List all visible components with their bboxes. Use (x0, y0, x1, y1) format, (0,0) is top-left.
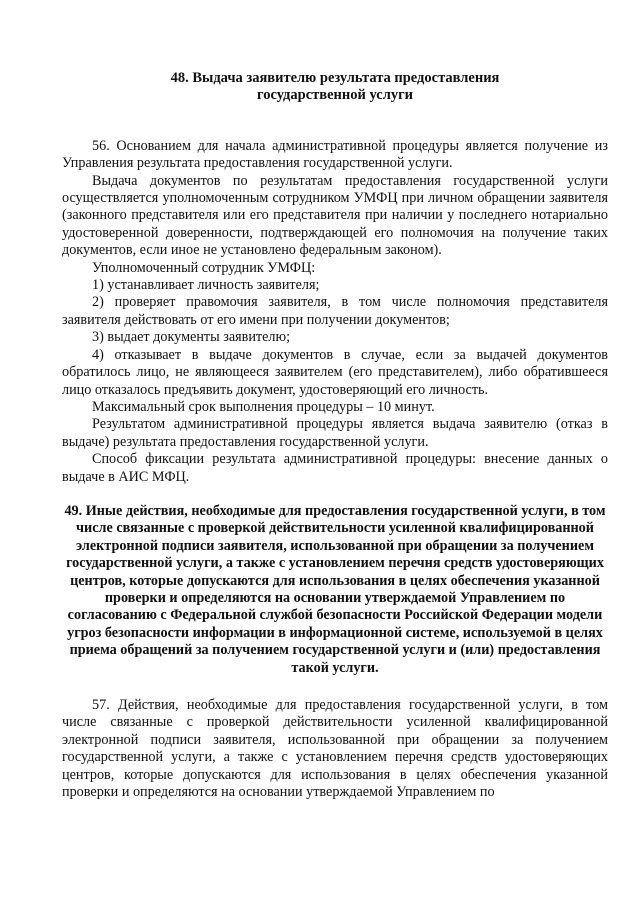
paragraph-authorized-employee: Уполномоченный сотрудник УМФЦ: (92, 259, 316, 276)
section-49-heading: 49. Иные действия, необходимые для предоставления государственной услуги, в том числе связанные с проверкой действительности усиленной квалифицированной электронной подписи заявителя, использованной при обращении за получением государственной услуги, а также с установлением перечня средств удостоверяющих центров, которые допускаются для использования в целях обеспечения указанной проверки и определяются на основании утверждаемой Управлением по согласованию с Федеральной службой безопасности Российской Федерации модели угроз безопасности информации в информационной системе, используемой в целях приема обращений за получением государственной услуги и (или) предоставления такой услуги. (64, 502, 606, 676)
paragraph-issuance: Выдача документов по результатам предоставления государственной услуги осуществляется уполномоченным сотрудником УМФЦ при личном обращении заявителя (законного представителя или его представителя при наличии у последнего нотариально удостоверенной доверенности, подтверждающей его полномочия на получение таких документов, если иное не установлено федеральным законом). (62, 172, 608, 259)
paragraph-56: 56. Основанием для начала административной процедуры является получение из Управления результата предоставления государственной услуги. (62, 137, 608, 172)
section-48-heading-line2: государственной услуги (256, 87, 414, 104)
paragraph-57: 57. Действия, необходимые для предоставления государственной услуги, в том числе связанные с проверкой действительности усиленной квалифицированной электронной подписи заявителя, использованной при обращении за получением государственной услуги, а также с установлением перечня средств удостоверяющих центров, которые допускаются для использования в целях обеспечения указанной проверки и определяются на основании утверждаемой Управлением по (62, 697, 608, 801)
section-48-heading (62, 70, 608, 105)
paragraph-result: Результатом административной процедуры является выдача заявителю (отказ в выдаче) результата предоставления государственной услуги. (62, 416, 608, 450)
document-content (62, 70, 608, 801)
spacer (62, 677, 608, 697)
list-item-4: 4) отказывает в выдаче документов в случае, если за выдачей документов обратилось лицо, не являющееся заявителем (его представителем), либо обратившееся лицо отказалось предъявить документ, удостоверяющий его личность. (62, 346, 608, 398)
spacer (62, 105, 608, 138)
list-item-2: 2) проверяет правомочия заявителя, в том числе полномочия представителя заявителя действовать от его имени при получении документов; (62, 294, 608, 328)
list-item-3: 3) выдает документы заявителю; (92, 329, 291, 346)
paragraph-fixation: Способ фиксации результата административной процедуры: внесение данных о выдаче в АИС МФЦ. (62, 451, 608, 485)
list-item-1: 1) устанавливает личность заявителя; (92, 277, 320, 294)
paragraph-max-duration: Максимальный срок выполнения процедуры – 10 минут. (92, 398, 435, 415)
section-48-heading-line1: 48. Выдача заявителю результата предоставления (170, 70, 500, 86)
